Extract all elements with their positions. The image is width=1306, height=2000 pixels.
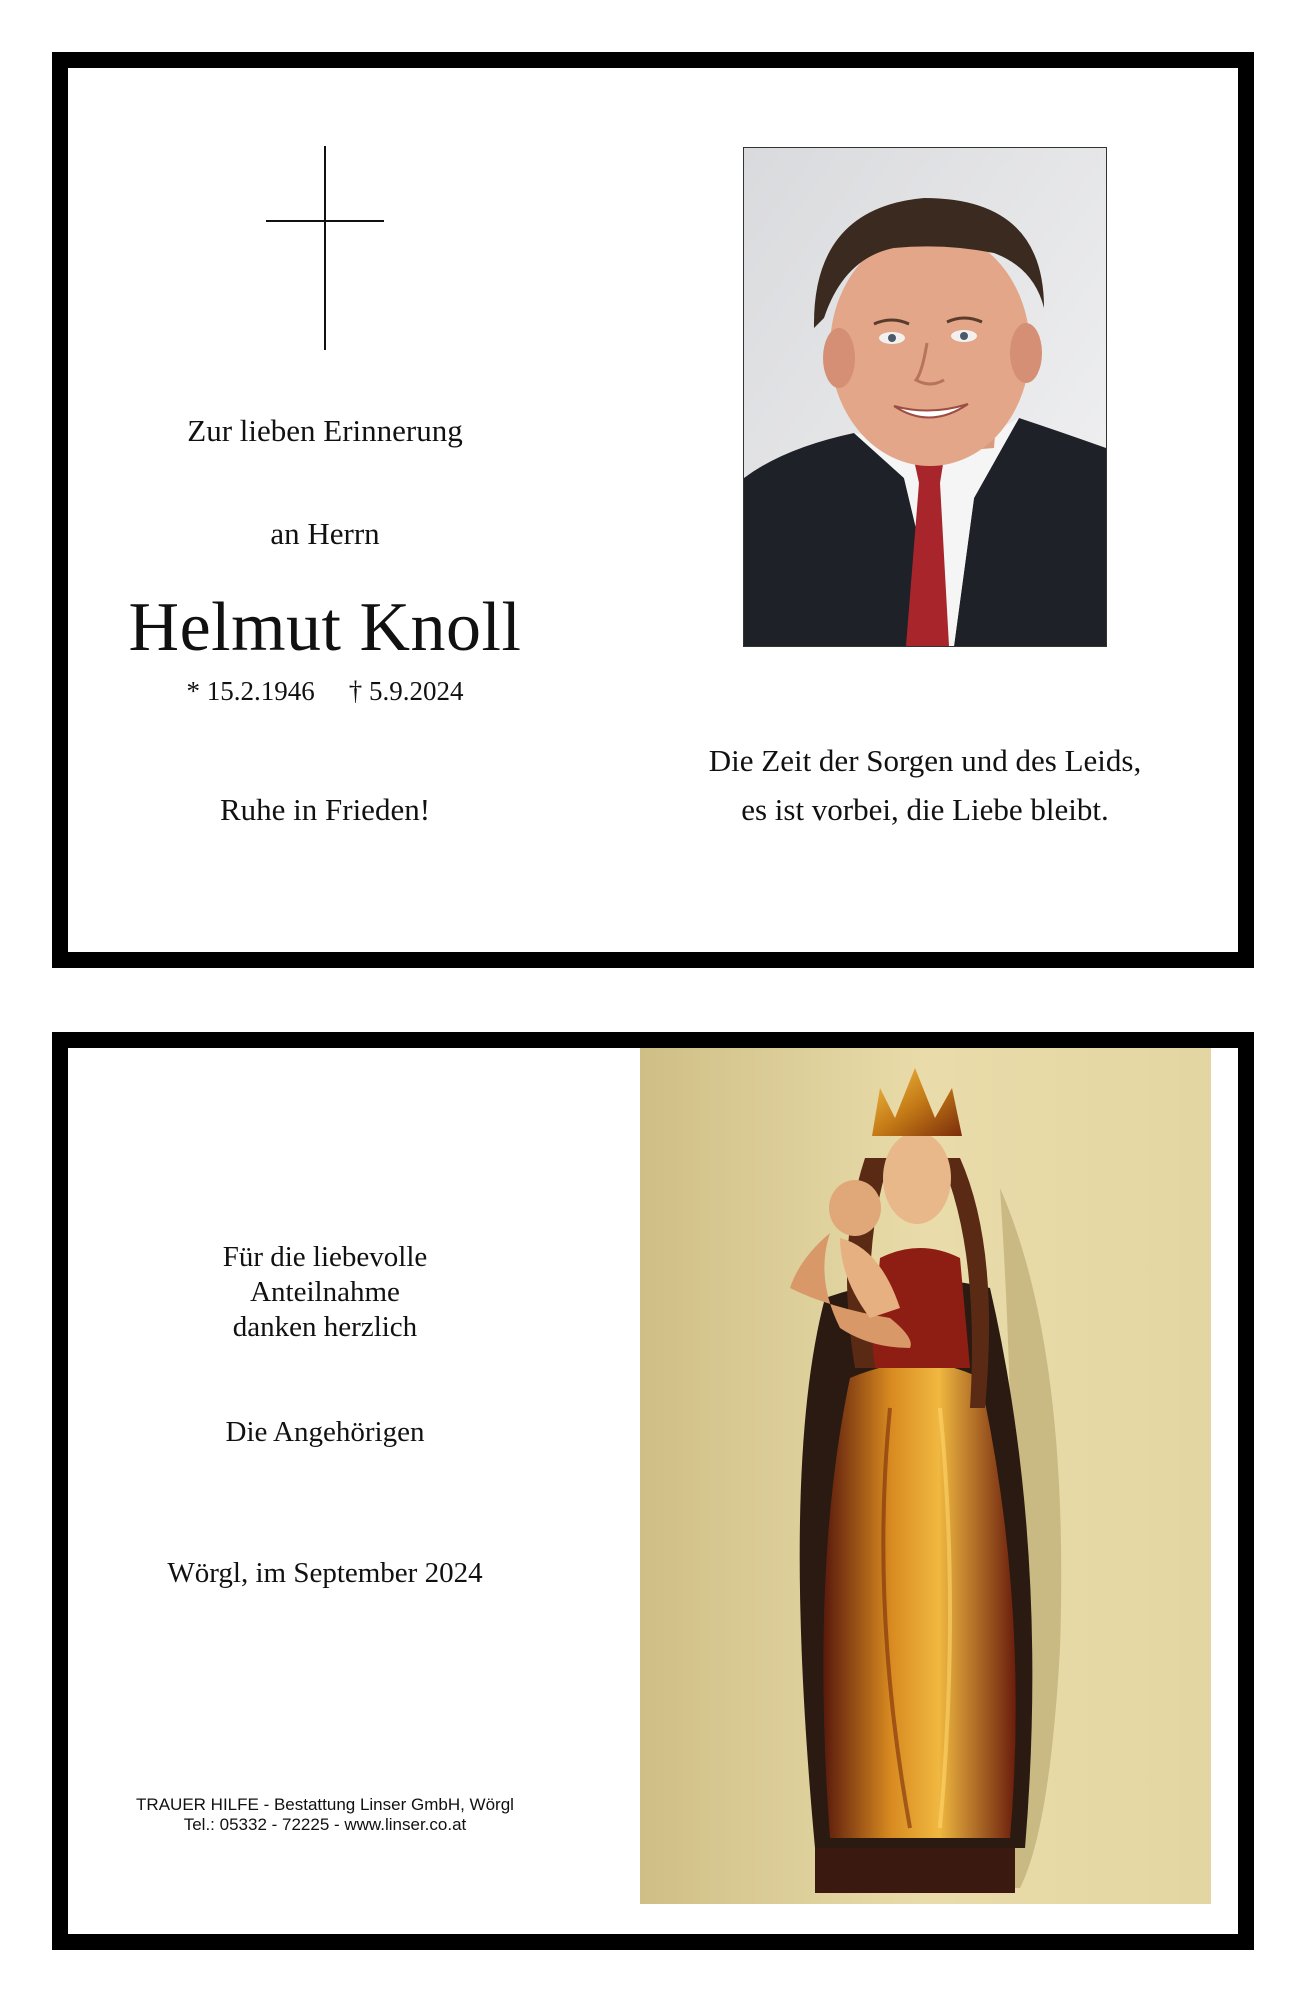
salutation: an Herrn [270, 516, 380, 551]
portrait-photo [743, 147, 1107, 647]
thanks-card-inner-frame [65, 1045, 1241, 1937]
undertaker-contact: Tel.: 05332 - 72225 - www.linser.co.at [183, 1815, 467, 1834]
relatives-signature: Die Angehörigen [225, 1416, 425, 1448]
rest-in-peace: Ruhe in Frieden! [219, 792, 431, 827]
thanks-line-1: Für die liebevolle [222, 1241, 428, 1273]
death-date: † 5.9.2024 [348, 676, 464, 706]
memorial-card [52, 52, 1254, 968]
deceased-name: Helmut Knoll [128, 589, 522, 666]
place-and-date: Wörgl, im September 2024 [167, 1557, 483, 1589]
thanks-line-3: danken herzlich [232, 1311, 418, 1343]
thanks-line-2: Anteilnahme [250, 1276, 400, 1308]
life-dates [118, 676, 532, 707]
madonna-statue-image [640, 1048, 1211, 1904]
birth-date: * 15.2.1946 [186, 676, 315, 706]
in-memory-heading: Zur lieben Erinnerung [187, 413, 463, 448]
undertaker-name: TRAUER HILFE - Bestattung Linser GmbH, Wörgl [136, 1795, 514, 1814]
cross-icon [266, 146, 384, 350]
quote-line-1: Die Zeit der Sorgen und des Leids, [708, 743, 1142, 778]
memorial-card-inner-frame [65, 65, 1241, 955]
thanks-card [52, 1032, 1254, 1950]
quote-line-2: es ist vorbei, die Liebe bleibt. [741, 792, 1109, 827]
